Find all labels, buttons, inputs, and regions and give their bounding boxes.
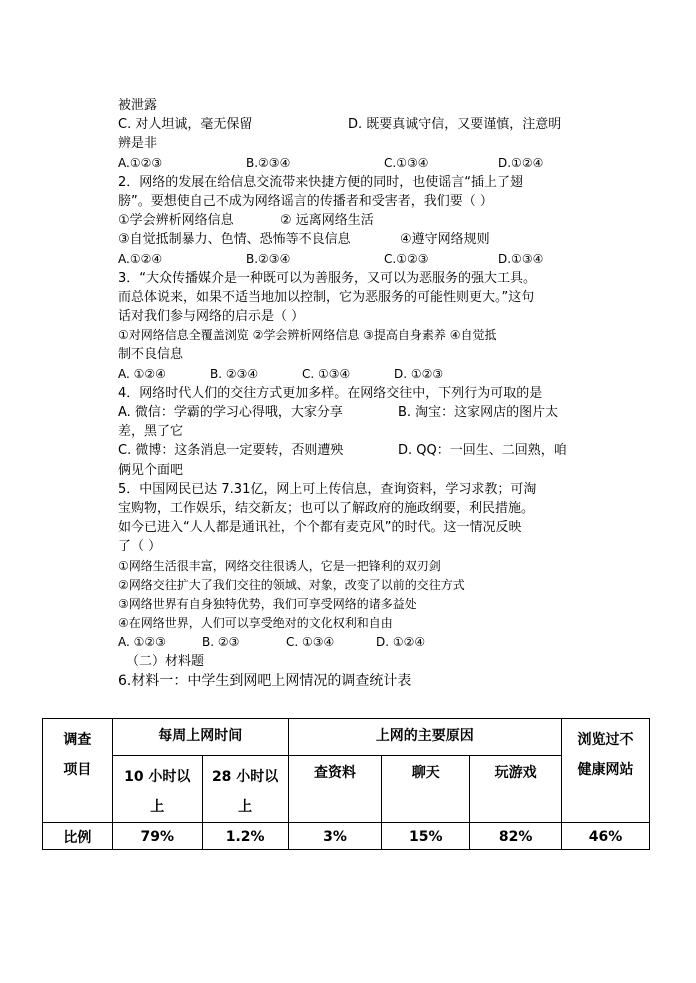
text-line: ④在网络世界，人们可以享受绝对的文化权利和自由 [118, 616, 393, 631]
cell-10h: 79% [112, 823, 202, 850]
option-d: D. ①②④ [376, 635, 426, 650]
text-line: 俩见个面吧 [118, 462, 184, 478]
option-c: C.①②③ [384, 251, 429, 266]
option-d: D.①③④ [498, 251, 544, 266]
option-d: D. QQ：一回生、二回熟，咱 [398, 443, 567, 459]
q1-answers [118, 154, 583, 173]
statement-1: ①学会辨析网络信息 [118, 213, 234, 229]
option-a: A. ①②④ [118, 366, 166, 381]
text-line: 差，黑了它 [118, 424, 184, 440]
option-c: C. ①③④ [286, 635, 335, 650]
header-10h [112, 756, 202, 823]
statement-4: ④遵守网络规则 [400, 232, 490, 248]
header-games: 玩游戏 [470, 756, 562, 823]
header-chat: 聊天 [382, 756, 470, 823]
header-weekly-time: 每周上网时间 [112, 719, 288, 756]
cell-28h: 1.2% [202, 823, 288, 850]
cell-search: 3% [288, 823, 382, 850]
option-a: A.①②④ [118, 251, 163, 266]
statement-3: ③自觉抵制暴力、色情、恐怖等不良信息 [118, 232, 351, 248]
header-unhealthy-sites [562, 719, 650, 823]
text-line: 2．网络的发展在给信息交流带来快捷方便的同时，也使谣言“插上了翅 [118, 174, 524, 190]
text-line: 话对我们参与网络的启示是（ ） [118, 309, 305, 325]
table-caption: 6.材料一：中学生到网吧上网情况的调查统计表 [118, 672, 412, 689]
option-a: A. ①②③ [118, 635, 166, 650]
q4-options-cd [118, 441, 583, 460]
header-search: 查资料 [288, 756, 382, 823]
cell-unhealthy-sites: 46% [562, 823, 650, 850]
text-line: ②网络交往扩大了我们交往的领域、对象，改变了以前的交往方式 [118, 577, 465, 592]
text-line: 宝购物，工作娱乐，结交新友；也可以了解政府的施政纲要，利民措施。 [118, 500, 535, 516]
cell-games: 82% [470, 823, 562, 850]
statement-2: ② 远离网络生活 [280, 213, 374, 229]
question-text [118, 96, 583, 691]
option-d: D. ①②③ [394, 366, 444, 381]
q2-statements-2 [118, 230, 583, 249]
header-text: 上 [238, 799, 253, 815]
option-b: B.②③④ [246, 155, 291, 170]
option-b: B.②③④ [246, 251, 291, 266]
q3-answers [118, 365, 583, 384]
text-line: 而总体说来，如果不适当地加以控制，它为恶服务的可能性则更大。”这句 [118, 289, 535, 305]
q2-statements-1 [118, 211, 583, 230]
text-line: ③网络世界有自身独特优势，我们可享受网络的诸多益处 [118, 596, 417, 611]
text-line: 膀”。要想使自己不成为网络谣言的传播者和受害者，我们要（ ） [118, 193, 493, 209]
text-line: 3．“大众传播媒介是一种既可以为善服务，又可以为恶服务的强大工具。 [118, 270, 537, 286]
option-c: C. ①③④ [302, 366, 351, 381]
header-survey-item [43, 719, 113, 823]
header-text: 10 小时以 [124, 769, 191, 785]
option-b: B. ②③④ [210, 366, 259, 381]
header-text: 项目 [63, 762, 92, 778]
header-text: 浏览过不 [577, 732, 634, 748]
row-label: 比例 [43, 823, 113, 850]
section-heading: （二）材料题 [126, 654, 205, 670]
q2-answers [118, 250, 583, 269]
option-d: D. 既要真诚守信，又要谨慎，注意明 [348, 117, 562, 133]
text-line: 如今已进入“人人都是通讯社，个个都有麦克风”的时代。这一情况反映 [118, 520, 522, 536]
q4-options-ab [118, 403, 583, 422]
survey-table [42, 718, 650, 850]
option-a: A.①②③ [118, 155, 163, 170]
text-line: ①网络生活很丰富，网络交往很诱人，它是一把锋利的双刃剑 [118, 558, 441, 573]
option-c: C.①③④ [384, 155, 429, 170]
cell-chat: 15% [382, 823, 470, 850]
option-b: B. 淘宝：这家网店的图片太 [398, 405, 559, 420]
q1-options-cd [118, 115, 583, 134]
q5-answers [118, 633, 583, 652]
text-line: 辨是非 [118, 136, 158, 152]
option-b: B. ②③ [202, 635, 240, 650]
text-line: 4．网络时代人们的交往方式更加多样。在网络交往中，下列行为可取的是 [118, 385, 543, 401]
header-text: 28 小时以 [211, 769, 279, 785]
option-c: C. 对人坦诚，毫无保留 [118, 117, 253, 133]
text-line: 5．中国网民已达 7.31亿，网上可上传信息，查询资料，学习求教；可淘 [118, 481, 537, 497]
text-line: 了（ ） [118, 539, 162, 555]
header-text: 上 [150, 799, 165, 815]
text-line: 制不良信息 [118, 347, 184, 363]
option-a: A. 微信：学霸的学习心得哦，大家分享 [118, 405, 343, 420]
option-d: D.①②④ [498, 155, 544, 170]
header-28h [202, 756, 288, 823]
text-line: ①对网络信息全覆盖浏览 ②学会辨析网络信息 ③提高自身素养 ④自觉抵 [118, 328, 497, 343]
option-c: C. 微博：这条消息一定要转，否则遭殃 [118, 443, 344, 459]
header-text: 调查 [63, 732, 92, 748]
text-line: 被泄露 [118, 98, 158, 113]
header-text: 健康网站 [577, 762, 634, 778]
header-main-reasons: 上网的主要原因 [288, 719, 562, 756]
